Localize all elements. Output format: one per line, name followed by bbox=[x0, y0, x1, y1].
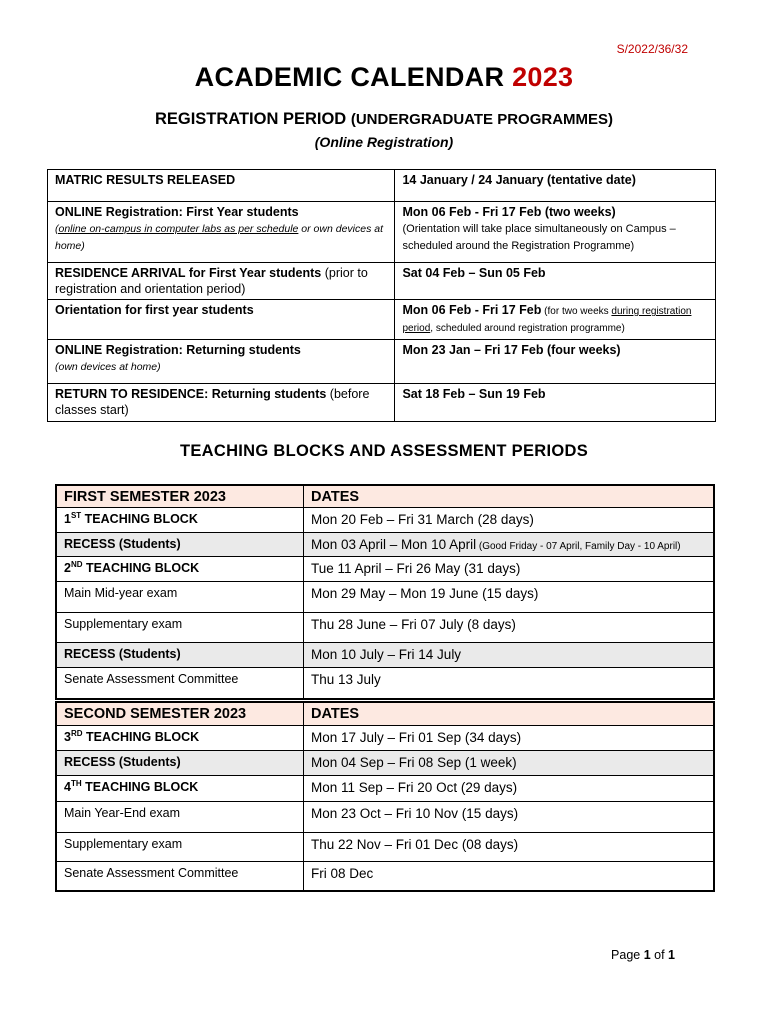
date-cell bbox=[395, 263, 716, 300]
event-label: Orientation for first year students bbox=[55, 303, 254, 317]
date-cell bbox=[395, 170, 716, 202]
table-row bbox=[48, 170, 716, 202]
period-label: Supplementary exam bbox=[56, 832, 304, 861]
table-row bbox=[48, 202, 716, 263]
table-header-row bbox=[56, 485, 714, 507]
block-label bbox=[56, 725, 304, 750]
table-row bbox=[56, 642, 714, 667]
table-row bbox=[48, 384, 716, 422]
table-row bbox=[56, 832, 714, 861]
period-label: Main Year-End exam bbox=[56, 801, 304, 832]
table-row bbox=[56, 532, 714, 556]
table-row bbox=[56, 801, 714, 832]
date-cell bbox=[395, 340, 716, 384]
date-cell bbox=[395, 384, 716, 422]
date-cell: Mon 11 Sep – Fri 20 Oct (29 days) bbox=[304, 775, 715, 801]
table-row bbox=[56, 612, 714, 642]
first-semester-table bbox=[55, 484, 715, 700]
block-number: 4 bbox=[64, 779, 71, 794]
date-label: Mon 06 Feb - Fri 17 Feb (two weeks) bbox=[402, 205, 616, 219]
page-total: 1 bbox=[668, 948, 675, 962]
event-note: (own devices at home) bbox=[55, 361, 161, 373]
event-cell bbox=[48, 202, 395, 263]
date-label: Sat 18 Feb – Sun 19 Feb bbox=[402, 387, 546, 401]
date-cell: Thu 28 June – Fri 07 July (8 days) bbox=[304, 612, 715, 642]
block-number: 2 bbox=[64, 560, 71, 575]
table-row bbox=[56, 861, 714, 891]
date-cell bbox=[395, 202, 716, 263]
document-reference: S/2022/36/32 bbox=[616, 42, 688, 56]
second-semester-table bbox=[55, 701, 715, 892]
block-ordinal: ND bbox=[70, 559, 83, 569]
date-cell bbox=[395, 300, 716, 340]
block-text: TEACHING BLOCK bbox=[81, 511, 198, 526]
event-label: RETURN TO RESIDENCE: Returning students bbox=[55, 387, 327, 401]
date-cell: Mon 29 May – Mon 19 June (15 days) bbox=[304, 581, 715, 612]
title-year: 2023 bbox=[512, 62, 574, 92]
table-row bbox=[56, 775, 714, 801]
semester-header: FIRST SEMESTER 2023 bbox=[56, 485, 304, 507]
date-cell bbox=[304, 532, 715, 556]
date-cell: Mon 17 July – Fri 01 Sep (34 days) bbox=[304, 725, 715, 750]
table-row bbox=[48, 300, 716, 340]
block-ordinal: ST bbox=[70, 510, 82, 520]
block-label bbox=[56, 556, 304, 581]
registration-heading-text: REGISTRATION PERIOD bbox=[154, 110, 347, 128]
block-label bbox=[56, 507, 304, 532]
registration-subheading: (Online Registration) bbox=[314, 134, 454, 150]
block-label bbox=[56, 775, 304, 801]
title-main: ACADEMIC CALENDAR bbox=[194, 62, 505, 92]
date-label: 14 January / 24 January (tentative date) bbox=[402, 173, 636, 187]
date-note-underlined: during registration period bbox=[402, 306, 692, 334]
table-row bbox=[56, 667, 714, 699]
date-label: Mon 23 Jan – Fri 17 Feb (four weeks) bbox=[402, 343, 621, 357]
period-label: Senate Assessment Committee bbox=[56, 667, 304, 699]
block-number: 1 bbox=[64, 511, 71, 526]
page-title bbox=[0, 62, 768, 93]
event-note-underlined: (online on-campus in computer labs as per schedule bbox=[55, 223, 299, 235]
block-text: TEACHING BLOCK bbox=[81, 779, 199, 794]
block-text: TEACHING BLOCK bbox=[82, 729, 200, 744]
period-label: RECESS (Students) bbox=[56, 642, 304, 667]
period-label: RECESS (Students) bbox=[56, 532, 304, 556]
semester-header: SECOND SEMESTER 2023 bbox=[56, 702, 304, 725]
period-label: RECESS (Students) bbox=[56, 750, 304, 775]
event-label: MATRIC RESULTS RELEASED bbox=[55, 173, 236, 187]
registration-heading-paren: (UNDERGRADUATE PROGRAMMES) bbox=[350, 111, 614, 128]
page-number bbox=[611, 948, 675, 962]
registration-table bbox=[47, 169, 716, 422]
date-cell: Mon 10 July – Fri 14 July bbox=[304, 642, 715, 667]
event-label: ONLINE Registration: Returning students bbox=[55, 343, 301, 357]
date-cell: Thu 13 July bbox=[304, 667, 715, 699]
block-ordinal: RD bbox=[70, 728, 83, 738]
block-text: TEACHING BLOCK bbox=[82, 560, 200, 575]
date-cell: Mon 23 Oct – Fri 10 Nov (15 days) bbox=[304, 801, 715, 832]
teaching-heading: TEACHING BLOCKS AND ASSESSMENT PERIODS bbox=[179, 442, 589, 460]
block-ordinal: TH bbox=[70, 778, 82, 788]
date-cell: Mon 04 Sep – Fri 08 Sep (1 week) bbox=[304, 750, 715, 775]
event-cell bbox=[48, 340, 395, 384]
date-cell: Thu 22 Nov – Fri 01 Dec (08 days) bbox=[304, 832, 715, 861]
event-rest: (before classes start) bbox=[55, 387, 370, 417]
table-row bbox=[56, 581, 714, 612]
period-label: Supplementary exam bbox=[56, 612, 304, 642]
table-header-row bbox=[56, 702, 714, 725]
event-label: ONLINE Registration: First Year students bbox=[55, 205, 299, 219]
event-cell bbox=[48, 384, 395, 422]
page-word: Page bbox=[611, 948, 644, 962]
date-label: Sat 04 Feb – Sun 05 Feb bbox=[402, 266, 546, 280]
date-label: Mon 03 April – Mon 10 April bbox=[311, 536, 477, 552]
date-note: (Orientation will take place simultaneously on Campus – scheduled around the Registration Programme) bbox=[402, 223, 676, 252]
date-note: (Good Friday - 07 April, Family Day - 10 April) bbox=[476, 540, 681, 552]
date-cell: Fri 08 Dec bbox=[304, 861, 715, 891]
table-row bbox=[48, 340, 716, 384]
period-label: Senate Assessment Committee bbox=[56, 861, 304, 891]
date-label: Mon 06 Feb - Fri 17 Feb bbox=[402, 303, 542, 317]
date-cell: Tue 11 April – Fri 26 May (31 days) bbox=[304, 556, 715, 581]
event-cell bbox=[48, 300, 395, 340]
event-cell bbox=[48, 170, 395, 202]
table-row bbox=[56, 750, 714, 775]
page-current: 1 bbox=[643, 948, 651, 962]
event-rest: (prior to registration and orientation period) bbox=[55, 266, 368, 296]
date-note-post: , scheduled around registration programme) bbox=[430, 323, 625, 334]
event-label: RESIDENCE ARRIVAL for First Year students bbox=[55, 266, 322, 280]
registration-heading bbox=[0, 110, 768, 129]
table-row bbox=[56, 507, 714, 532]
date-note-pre: (for two weeks bbox=[541, 306, 612, 317]
of-word: of bbox=[650, 948, 669, 962]
date-cell: Mon 20 Feb – Fri 31 March (28 days) bbox=[304, 507, 715, 532]
event-cell bbox=[48, 263, 395, 300]
table-row bbox=[56, 725, 714, 750]
dates-header: DATES bbox=[304, 485, 715, 507]
table-row bbox=[56, 556, 714, 581]
period-label: Main Mid-year exam bbox=[56, 581, 304, 612]
block-number: 3 bbox=[64, 729, 71, 744]
dates-header: DATES bbox=[304, 702, 715, 725]
event-note-rest: or own devices at home) bbox=[55, 223, 384, 252]
table-row bbox=[48, 263, 716, 300]
event-note bbox=[55, 223, 383, 252]
